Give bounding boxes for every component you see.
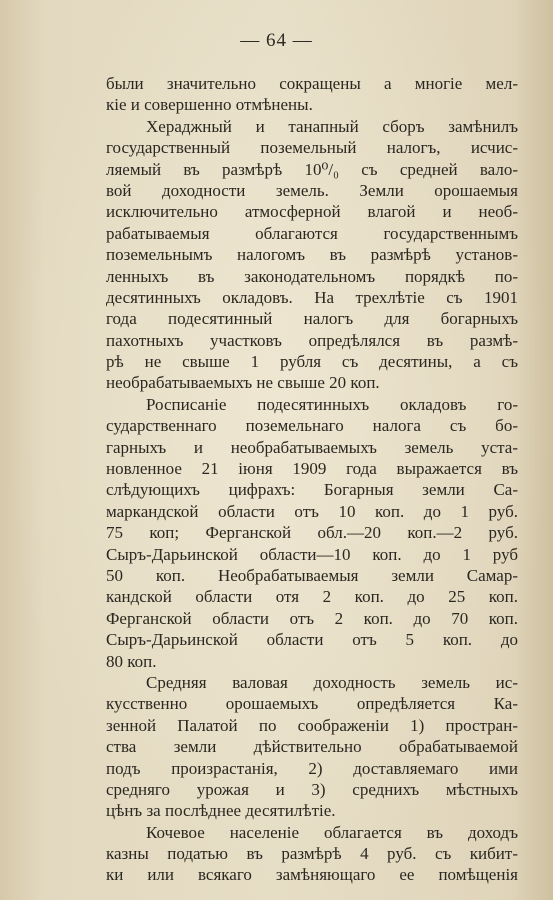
text-line: Сыръ-Дарьинской области—10 коп. до 1 руб <box>106 544 518 564</box>
text-line: Росписаніе подесятинныхъ окладовъ го- <box>146 394 518 414</box>
text-line: государственный поземельный налогъ, исчис- <box>106 138 518 158</box>
text-line: года подесятинный налогъ для богарныхъ <box>106 309 518 329</box>
text-line: цѣнъ за послѣднее десятилѣтіе. <box>106 801 336 821</box>
text-line: Хераджный и танапный сборъ замѣнилъ <box>146 116 518 136</box>
text-line: поземельнымъ налогомъ въ размѣрѣ установ- <box>106 245 518 265</box>
text-line: маркандской области отъ 10 коп. до 1 руб. <box>106 501 518 521</box>
text-line: кандской области отя 2 коп. до 25 коп. <box>106 587 518 607</box>
text-line: рабатываемыя облагаются государственнымъ <box>106 223 518 243</box>
text-line: Кочевое населеніе облагается въ доходъ <box>146 822 518 842</box>
text-line: ленныхъ въ законодательномъ порядкѣ по- <box>106 266 518 286</box>
text-line: Средняя валовая доходность земель ис- <box>146 672 518 692</box>
paragraph <box>106 116 518 394</box>
text-line: ки или всякаго замѣняющаго ее помѣщенія <box>106 865 518 885</box>
text-line: исключительно атмосферной влагой и необ- <box>106 202 518 222</box>
text-line: гарныхъ и необрабатываемыхъ земель уста- <box>106 437 518 457</box>
paragraph <box>106 672 518 822</box>
text-line: вой доходности земель. Земли орошаемыя <box>106 180 518 200</box>
text-line: средняго урожая и 3) среднихъ мѣстныхъ <box>106 779 518 799</box>
text-line: подъ произрастанія, 2) доставляемаго ими <box>106 758 518 778</box>
text-line: Сыръ-Дарьинской области отъ 5 коп. до <box>106 630 518 650</box>
text-line: 75 коп; Ферганской обл.—20 коп.—2 руб. <box>106 523 518 543</box>
text-line: сударственнаго поземельнаго налога съ бо- <box>106 416 518 436</box>
text-line: ства земли дѣйствительно обрабатываемой <box>106 737 518 757</box>
paragraph <box>106 73 518 116</box>
text-line: 50 коп. Необрабатываемыя земли Самар- <box>106 565 518 585</box>
text-line: были значительно сокращены а многіе мел- <box>106 74 518 93</box>
body-text <box>106 73 518 886</box>
text-line: необрабатываемыхъ не свыше 20 коп. <box>106 373 380 393</box>
text-line: пахотныхъ участковъ опредѣлялся въ размѣ- <box>106 330 518 350</box>
page-number: — 64 — <box>240 30 313 51</box>
paragraph <box>106 822 518 886</box>
text-line: слѣдующихъ цифрахъ: Богарныя земли Са- <box>106 480 518 500</box>
text-line: десятинныхъ окладовъ. На трехлѣтіе съ 1901 <box>106 287 518 307</box>
text-line: казны податью въ размѣрѣ 4 руб. съ кибит- <box>106 844 518 864</box>
text-line: кусственно орошаемыхъ опредѣляется Ка- <box>106 694 518 714</box>
text-line: 80 коп. <box>106 651 157 671</box>
paragraph <box>106 394 518 672</box>
text-line: новленное 21 іюня 1909 года выражается въ <box>106 459 518 479</box>
text-line: Ферганской области отъ 2 коп. до 70 коп. <box>106 608 518 628</box>
text-line: рѣ не свыше 1 рубля съ десятины, а съ <box>106 352 518 372</box>
text-line: ляемый въ размѣрѣ 10⁰/₀ съ средней вало- <box>106 159 518 179</box>
text-line: зенной Палатой по соображеніи 1) простран- <box>106 715 518 735</box>
text-line: кіе и совершенно отмѣнены. <box>106 95 313 115</box>
